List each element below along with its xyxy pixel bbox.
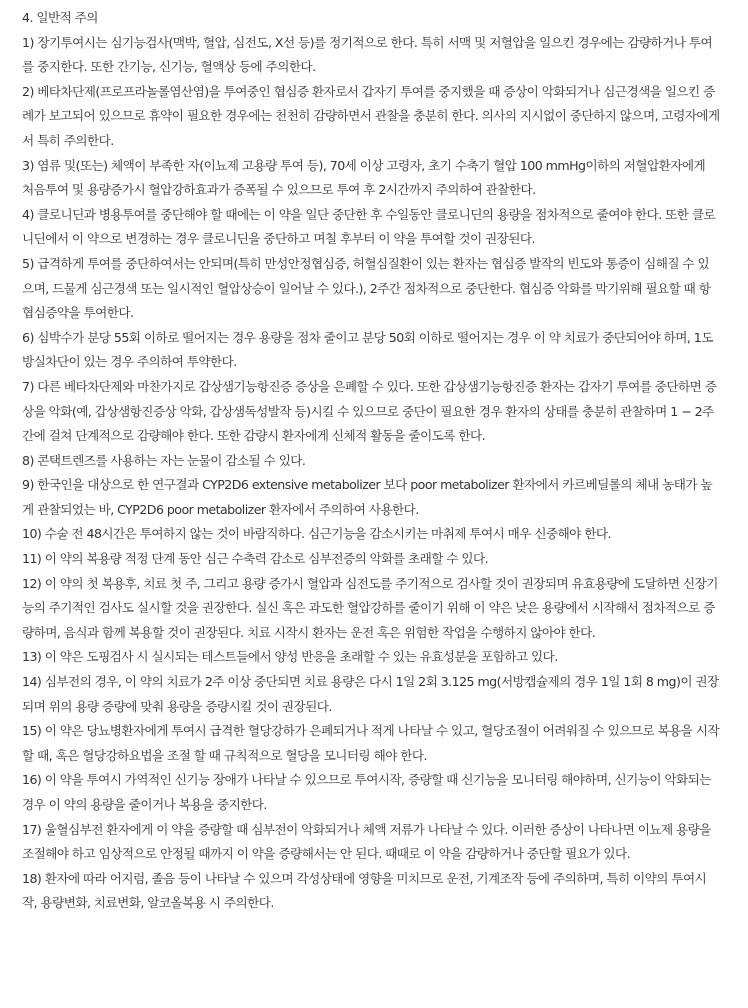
precaution-item-7: 7) 다른 베타차단제와 마찬가지로 갑상샘기능항진증 증상을 은폐할 수 있다. 또한 갑상샘기능항진증 환자는 갑자기 투여를 중단하면 증상을 악화(예, 갑상샘항진증상 악화, 갑상샘독성발작 등)시킬 수 있으므로 중단이 필요한 경우 환자의 상태를 충분히 관찰하며 1 − 2주간에 걸쳐 단계적으로 감량해야 한다. 또한 감량시 환자에게 신체적 활동을 줄이도록 한다. — [22, 378, 717, 444]
precaution-item-5: 5) 급격하게 투여를 중단하여서는 안되며(특히 만성안정협심증, 허혈심질환이 있는 환자는 협심증 발작의 빈도와 통증이 심해질 수 있으며, 드물게 심근경색 또는 일시적인 혈압상승이 일어날 수 있다.), 2주간 점차적으로 중단한다. 협심증 악화를 막기위해 필요할 때 항협심증약을 투여한다. — [22, 255, 711, 321]
precaution-item-17: 17) 울혈심부전 환자에게 이 약을 증량할 때 심부전이 악화되거나 체액 저류가 나타날 수 있다. 이러한 증상이 나타나면 이뇨제 용량을 조절해야 하고 임상적으로 안정될 때까지 이 약을 증량해서는 안 된다. 때때로 이 약을 감량하거나 중단할 필요가 있다. — [22, 821, 711, 862]
precaution-item-12: 12) 이 약의 첫 복용후, 치료 첫 주, 그리고 용량 증가시 혈압과 심전도를 주기적으로 검사할 것이 권장되며 유효용량에 도달하면 신장기능의 주기적인 검사도 실시할 것을 권장한다. 실신 혹은 과도한 혈압강하를 줄이기 위해 이 약은 낮은 용량에서 시작해서 점차적으로 증량하며, 음식과 함께 복용할 것이 권장된다. 치료 시작시 환자는 운전 혹은 위험한 작업을 수행하지 않아야 한다. — [22, 575, 718, 640]
precaution-item-18: 18) 환자에 따라 어지럼, 졸음 등이 나타날 수 있으며 각성상태에 영향을 미치므로 운전, 기계조작 등에 주의하며, 특히 이약의 투여시작, 용량변화, 치료변화, 알코올복용 시 주의한다. — [22, 870, 707, 911]
precaution-item-10: 10) 수술 전 48시간은 투여하지 않는 것이 바람직하다. 심근기능을 감소시키는 마취제 투여시 매우 신중해야 한다. — [22, 526, 611, 542]
precaution-item-3: 3) 염류 및(또는) 체액이 부족한 자(이뇨제 고용량 투여 등), 70세 이상 고령자, 초기 수축기 혈압 100 mmHg이하의 저혈압환자에게 처음투여 및 용량증가시 혈압강하효과가 증폭될 수 있으므로 투여 후 2시간까지 주의하여 관찰한다. — [22, 157, 706, 198]
precaution-list — [22, 31, 720, 916]
precautions-section — [22, 6, 720, 916]
precaution-item-2: 2) 베타차단제(프로프라놀롤염산염)을 투여중인 협심증 환자로서 갑자기 투여를 중지했을 때 증상이 악화되거나 심근경색을 일으킨 증례가 보고되어 있으므로 휴약이 필요한 경우에는 천천히 감량하면서 관찰을 충분히 한다. 의사의 지시없이 중단하지 않으며, 고령자에게서 특히 주의한다. — [22, 83, 720, 148]
precaution-item-14: 14) 심부전의 경우, 이 약의 치료가 2주 이상 중단되면 치료 용량은 다시 1일 2회 3.125 mg(서방캡슐제의 경우 1일 1회 8 mg)이 권장되며 위의 용량 증량에 맞춰 용량을 증량시킬 것이 권장된다. — [22, 674, 719, 714]
precaution-item-11: 11) 이 약의 복용량 적정 단계 동안 심근 수축력 감소로 심부전증의 악화를 초래할 수 있다. — [22, 551, 489, 567]
precaution-item-15: 15) 이 약은 당뇨병환자에게 투여시 급격한 혈당강하가 은폐되거나 적게 나타날 수 있고, 혈당조절이 어려워질 수 있으므로 복용을 시작할 때, 혹은 혈당강하요법을 조절 할 때 규칙적으로 혈당을 모니터링 해야 한다. — [22, 723, 720, 763]
precaution-item-9: 9) 한국인을 대상으로 한 연구결과 CYP2D6 extensive metabolizer 보다 poor metabolizer 환자에서 카르베딜롤의 체내 농태가 높게 관찰되었는 바, CYP2D6 poor metabolizer 환자에서 주의하여 사용한다. — [22, 477, 713, 517]
precaution-item-13: 13) 이 약은 도핑검사 시 실시되는 테스트들에서 양성 반응을 초래할 수 있는 유효성분을 포함하고 있다. — [22, 649, 558, 665]
precaution-item-8: 8) 콘택트렌즈를 사용하는 자는 눈물이 감소될 수 있다. — [22, 452, 306, 468]
precaution-item-4: 4) 클로니딘과 병용투여를 중단해야 할 때에는 이 약을 일단 중단한 후 수일동안 클로니딘의 용량을 점차적으로 줄여야 한다. 또한 클로니딘에서 이 약으로 변경하는 경우 클로니딘을 중단하고 며칠 후부터 이 약을 투여할 것이 권장된다. — [22, 206, 716, 247]
section-title: 4. 일반적 주의 — [22, 10, 98, 25]
precaution-item-16: 16) 이 약을 투여시 가역적인 신기능 장애가 나타날 수 있으므로 투여시작, 증량할 때 신기능을 모니터링 해야하며, 신기능이 악화되는 경우 이 약의 용량을 줄이거나 복용을 중지한다. — [22, 772, 711, 812]
precaution-item-1: 1) 장기투여시는 심기능검사(맥박, 혈압, 심전도, X선 등)를 정기적으로 한다. 특히 서맥 및 저혈압을 일으킨 경우에는 감량하거나 투여를 중지한다. 또한 간기능, 신기능, 혈액상 등에 주의한다. — [22, 34, 713, 75]
precaution-item-6: 6) 심박수가 분당 55회 이하로 떨어지는 경우 용량을 점차 줄이고 분당 50회 이하로 떨어지는 경우 이 약 치료가 중단되어야 하며, 1도 방실차단이 있는 경우 주의하여 투약한다. — [22, 329, 713, 370]
